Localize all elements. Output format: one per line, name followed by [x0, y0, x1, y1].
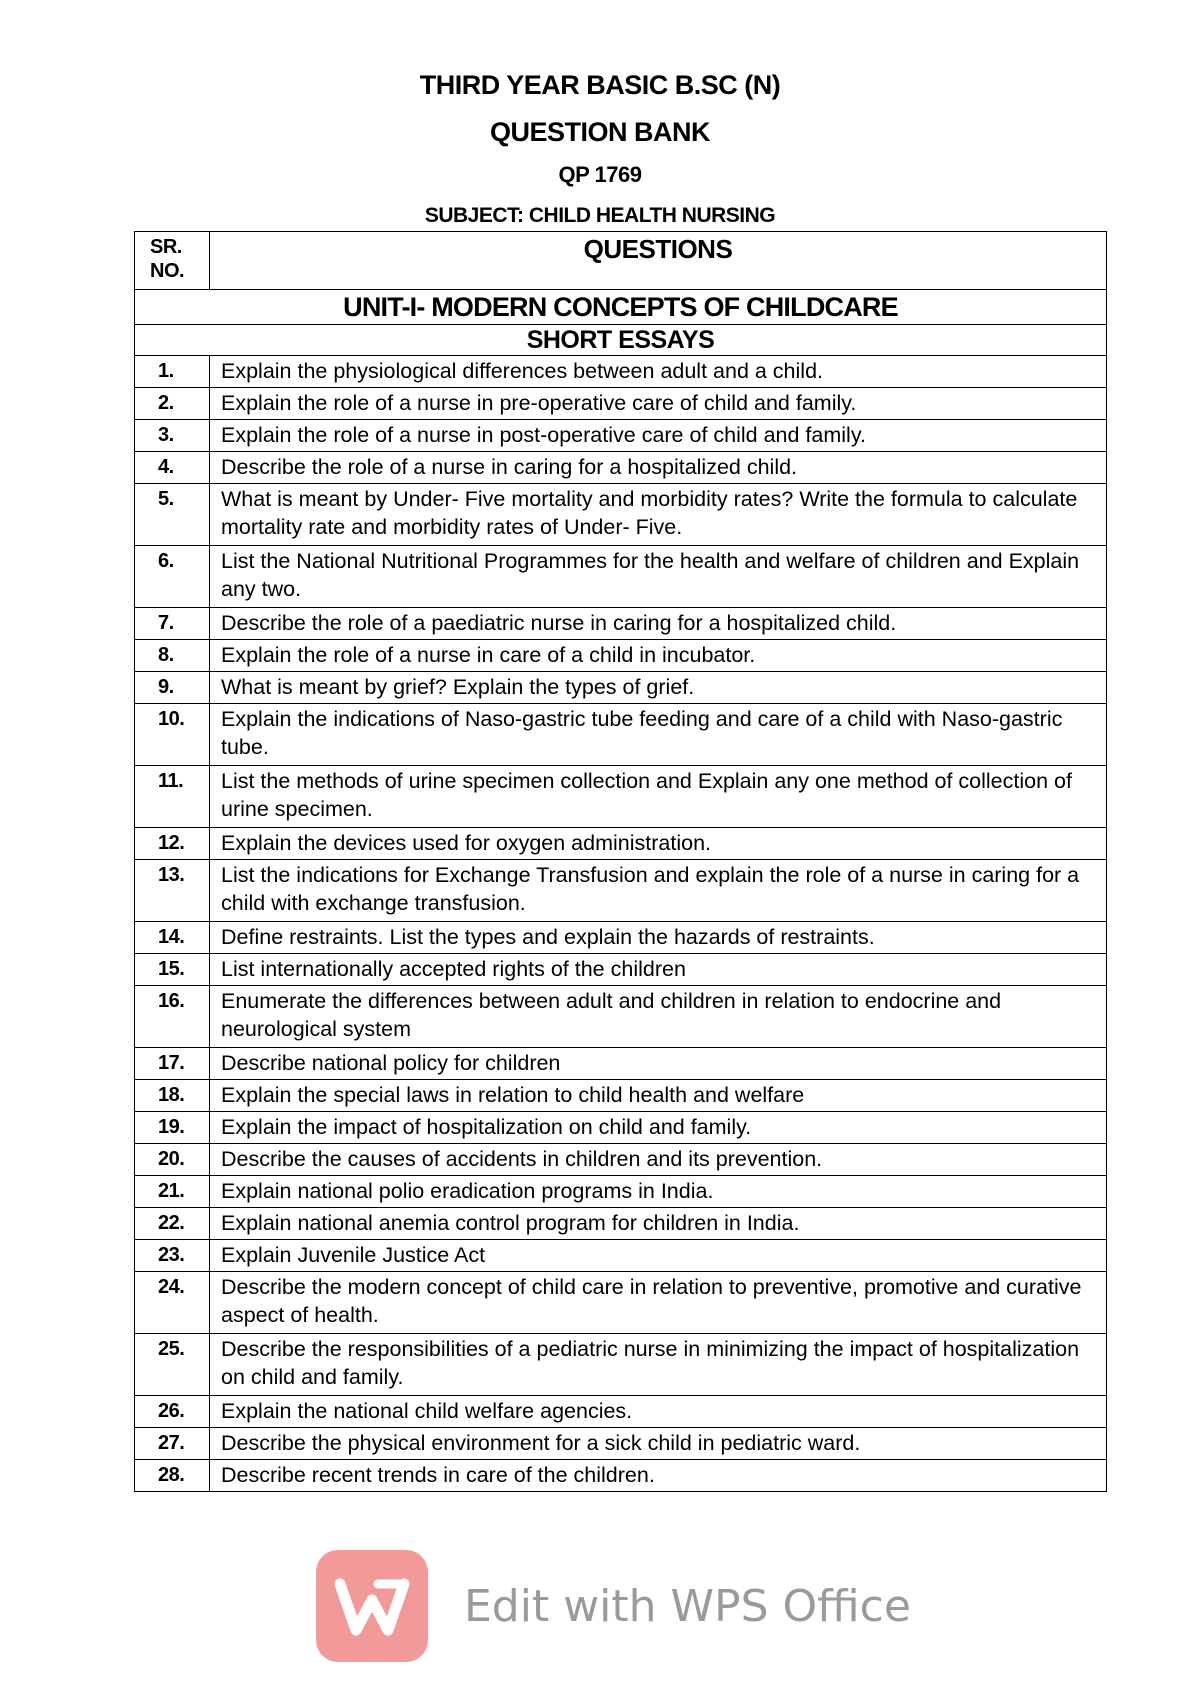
- question-number: 27.: [135, 1428, 210, 1460]
- table-row: [135, 484, 1107, 546]
- question-text: Describe national policy for children: [210, 1048, 1107, 1080]
- subject-line: SUBJECT: CHILD HEALTH NURSING: [424, 204, 776, 227]
- question-number: 24.: [135, 1272, 210, 1334]
- section-title-row: [135, 325, 1107, 356]
- question-text: Explain the role of a nurse in care of a child in incubator.: [210, 640, 1107, 672]
- document-subtitle: QUESTION BANK: [489, 117, 710, 147]
- table-row: [135, 1272, 1107, 1334]
- table-row: [135, 860, 1107, 922]
- table-row: [135, 986, 1107, 1048]
- question-text: Define restraints. List the types and explain the hazards of restraints.: [210, 922, 1107, 954]
- question-text: List the National Nutritional Programmes for the health and welfare of children and Explain any two.: [210, 546, 1107, 608]
- table-row: [135, 766, 1107, 828]
- question-number: 14.: [135, 922, 210, 954]
- question-number: 18.: [135, 1080, 210, 1112]
- question-text: Describe the responsibilities of a pediatric nurse in minimizing the impact of hospitalization on child and family.: [210, 1334, 1107, 1396]
- question-number: 28.: [135, 1460, 210, 1492]
- wps-logo-icon: [316, 1550, 428, 1662]
- question-text: Explain the impact of hospitalization on child and family.: [210, 1112, 1107, 1144]
- table-row: [135, 1144, 1107, 1176]
- question-number: 20.: [135, 1144, 210, 1176]
- question-number: 3.: [135, 420, 210, 452]
- question-text: Explain the role of a nurse in post-operative care of child and family.: [210, 420, 1107, 452]
- question-text: Explain the special laws in relation to child health and welfare: [210, 1080, 1107, 1112]
- question-number: 4.: [135, 452, 210, 484]
- table-row: [135, 1080, 1107, 1112]
- question-text: Describe the modern concept of child care in relation to preventive, promotive and curative aspect of health.: [210, 1272, 1107, 1334]
- table-row: [135, 922, 1107, 954]
- table-row: [135, 1460, 1107, 1492]
- question-number: 1.: [135, 356, 210, 388]
- table-row: [135, 672, 1107, 704]
- question-text: Describe the role of a paediatric nurse in caring for a hospitalized child.: [210, 608, 1107, 640]
- question-text: Explain the physiological differences between adult and a child.: [210, 356, 1107, 388]
- question-number: 23.: [135, 1240, 210, 1272]
- document-title: THIRD YEAR BASIC B.SC (N): [419, 70, 781, 100]
- question-text: What is meant by grief? Explain the types of grief.: [210, 672, 1107, 704]
- question-text: List the indications for Exchange Transfusion and explain the role of a nurse in caring for a child with exchange transfusion.: [210, 860, 1107, 922]
- column-header-sr-no: SR. NO.: [135, 232, 210, 290]
- question-text: Explain the national child welfare agencies.: [210, 1396, 1107, 1428]
- question-text: Explain the indications of Naso-gastric tube feeding and care of a child with Naso-gastric tube.: [210, 704, 1107, 766]
- question-number: 21.: [135, 1176, 210, 1208]
- table-row: [135, 546, 1107, 608]
- question-text: Explain the role of a nurse in pre-operative care of child and family.: [210, 388, 1107, 420]
- question-text: Explain national polio eradication programs in India.: [210, 1176, 1107, 1208]
- table-header-row: [135, 232, 1107, 290]
- paper-code: QP 1769: [558, 162, 642, 187]
- table-row: [135, 954, 1107, 986]
- table-row: [135, 1240, 1107, 1272]
- unit-title: UNIT-I- MODERN CONCEPTS OF CHILDCARE: [135, 290, 1107, 325]
- column-header-questions: QUESTIONS: [210, 232, 1107, 290]
- question-number: 25.: [135, 1334, 210, 1396]
- question-number: 2.: [135, 388, 210, 420]
- question-text: Enumerate the differences between adult and children in relation to endocrine and neurological system: [210, 986, 1107, 1048]
- table-row: [135, 452, 1107, 484]
- question-text: Explain Juvenile Justice Act: [210, 1240, 1107, 1272]
- table-row: [135, 704, 1107, 766]
- table-row: [135, 640, 1107, 672]
- question-table: [134, 231, 1107, 1492]
- question-text: Describe recent trends in care of the children.: [210, 1460, 1107, 1492]
- question-text: Describe the physical environment for a sick child in pediatric ward.: [210, 1428, 1107, 1460]
- question-number: 6.: [135, 546, 210, 608]
- question-text: What is meant by Under- Five mortality and morbidity rates? Write the formula to calculate mortality rate and morbidity rates of Under- Five.: [210, 484, 1107, 546]
- question-number: 11.: [135, 766, 210, 828]
- question-number: 8.: [135, 640, 210, 672]
- question-number: 19.: [135, 1112, 210, 1144]
- question-text: Explain the devices used for oxygen administration.: [210, 828, 1107, 860]
- question-text: Explain national anemia control program for children in India.: [210, 1208, 1107, 1240]
- table-row: [135, 1176, 1107, 1208]
- table-row: [135, 356, 1107, 388]
- table-row: [135, 1208, 1107, 1240]
- question-text: List internationally accepted rights of the children: [210, 954, 1107, 986]
- table-row: [135, 1048, 1107, 1080]
- unit-title-row: [135, 290, 1107, 325]
- question-text: List the methods of urine specimen collection and Explain any one method of collection of urine specimen.: [210, 766, 1107, 828]
- question-number: 16.: [135, 986, 210, 1048]
- wps-watermark: [316, 1550, 956, 1662]
- question-number: 12.: [135, 828, 210, 860]
- table-row: [135, 608, 1107, 640]
- table-row: [135, 1396, 1107, 1428]
- question-number: 9.: [135, 672, 210, 704]
- table-row: [135, 388, 1107, 420]
- question-text: Describe the role of a nurse in caring for a hospitalized child.: [210, 452, 1107, 484]
- question-number: 17.: [135, 1048, 210, 1080]
- table-row: [135, 1334, 1107, 1396]
- question-text: Describe the causes of accidents in children and its prevention.: [210, 1144, 1107, 1176]
- question-number: 10.: [135, 704, 210, 766]
- question-number: 22.: [135, 1208, 210, 1240]
- question-number: 15.: [135, 954, 210, 986]
- question-number: 13.: [135, 860, 210, 922]
- question-number: 5.: [135, 484, 210, 546]
- section-title: SHORT ESSAYS: [135, 325, 1107, 356]
- table-row: [135, 1112, 1107, 1144]
- table-row: [135, 420, 1107, 452]
- table-row: [135, 828, 1107, 860]
- question-number: 26.: [135, 1396, 210, 1428]
- table-row: [135, 1428, 1107, 1460]
- wps-watermark-text: Edit with WPS Office: [464, 1580, 911, 1632]
- question-number: 7.: [135, 608, 210, 640]
